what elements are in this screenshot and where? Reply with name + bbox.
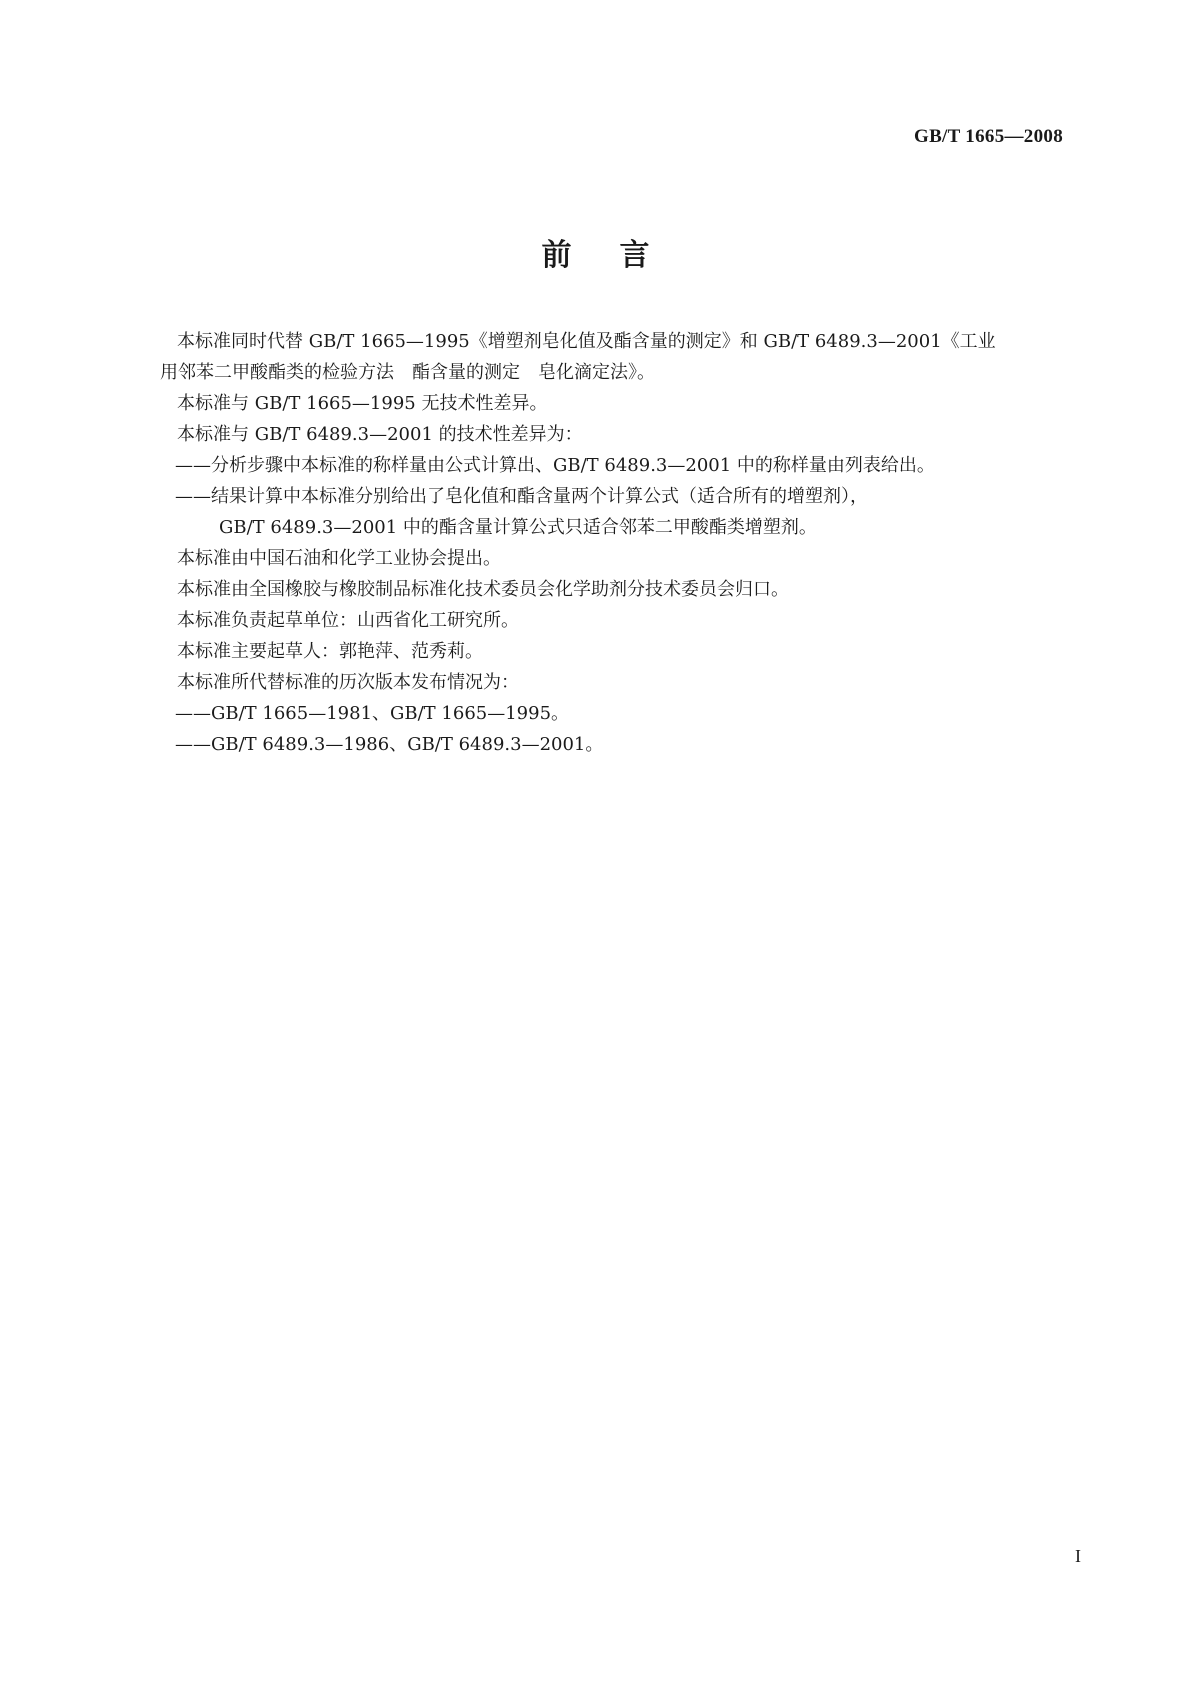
page-title: 前言 bbox=[541, 238, 698, 273]
difference-item-calculation-line2: GB/T 6489.3—2001 中的酯含量计算公式只适合邻苯二甲酸酯类增塑剂。 bbox=[219, 517, 817, 538]
paragraph-differences-intro: 本标准与 GB/T 6489.3—2001 的技术性差异为： bbox=[177, 424, 583, 445]
difference-item-sample-mass: ——分析步骤中本标准的称样量由公式计算出、GB/T 6489.3—2001 中的称样量由列表给出。 bbox=[175, 455, 935, 476]
paragraph-drafting-unit: 本标准负责起草单位：山西省化工研究所。 bbox=[177, 610, 519, 631]
paragraph-proposed-by: 本标准由中国石油和化学工业协会提出。 bbox=[177, 548, 501, 569]
previous-edition-item-6489: ——GB/T 6489.3—1986、GB/T 6489.3—2001。 bbox=[175, 734, 604, 755]
paragraph-replaces-line1: 本标准同时代替 GB/T 1665—1995《增塑剂皂化值及酯含量的测定》和 GB/T 6489.3—2001《工业 bbox=[177, 331, 996, 352]
paragraph-previous-editions-intro: 本标准所代替标准的历次版本发布情况为： bbox=[177, 672, 519, 693]
paragraph-no-difference: 本标准与 GB/T 1665—1995 无技术性差异。 bbox=[177, 393, 548, 414]
paragraph-replaces-line2: 用邻苯二甲酸酯类的检验方法 酯含量的测定 皂化滴定法》。 bbox=[160, 362, 655, 383]
paragraph-drafters: 本标准主要起草人：郭艳萍、范秀莉。 bbox=[177, 641, 483, 662]
standard-code: GB/T 1665—2008 bbox=[913, 126, 1063, 147]
difference-item-calculation-line1: ——结果计算中本标准分别给出了皂化值和酯含量两个计算公式（适合所有的增塑剂）， bbox=[175, 486, 868, 507]
page-number: I bbox=[1075, 1546, 1081, 1566]
foreword-body bbox=[160, 326, 1077, 760]
paragraph-centralized-by: 本标准由全国橡胶与橡胶制品标准化技术委员会化学助剂分技术委员会归口。 bbox=[177, 579, 789, 600]
previous-edition-item-1665: ——GB/T 1665—1981、GB/T 1665—1995。 bbox=[175, 703, 570, 724]
